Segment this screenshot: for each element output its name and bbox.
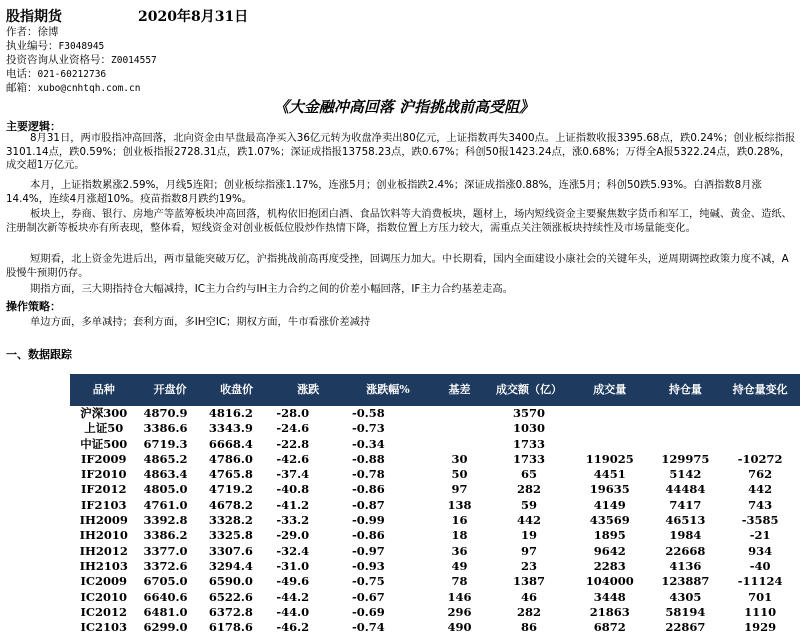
cell-change: -40.8 — [276, 482, 310, 497]
cell-oi-change: -21 — [749, 528, 771, 543]
email-address[interactable]: xubo@cnhtqh.com.cn — [37, 83, 141, 94]
cell-close: 4816.2 — [208, 406, 253, 420]
cell-volume: 2283 — [593, 558, 626, 573]
cell-open-interest: 46513 — [665, 513, 706, 528]
strategy-text: 单边方面，多单减持；套利方面，多IH空IC；期权方面，牛市看涨价差减持 — [30, 316, 371, 328]
table-row — [70, 574, 800, 589]
cell-turnover: 282 — [517, 604, 542, 619]
cell-open: 4865.2 — [143, 451, 188, 466]
cell-open: 3386.6 — [143, 421, 188, 436]
header-basis: 基差 — [430, 374, 489, 406]
cell-basis: 49 — [451, 558, 468, 573]
cell-volume: 119025 — [585, 451, 634, 466]
cell-change-pct: -0.88 — [352, 451, 385, 466]
cell-oi-change — [720, 421, 800, 436]
cell-turnover: 19 — [521, 528, 538, 543]
cell-close: 3343.9 — [208, 421, 253, 436]
cell-turnover: 442 — [517, 513, 542, 528]
cell-oi-change: 701 — [748, 589, 773, 604]
table-row — [70, 544, 800, 559]
cell-open-interest: 22867 — [665, 620, 706, 635]
cell-change: -28.0 — [276, 406, 310, 420]
table-header-row — [70, 374, 800, 406]
table-row — [70, 437, 800, 452]
cell-oi-change: -10272 — [737, 451, 783, 466]
cell-basis: 97 — [451, 482, 468, 497]
phone-label: 电话： — [6, 68, 38, 80]
cell-close: 4719.2 — [208, 482, 253, 497]
cell-open: 3386.2 — [143, 528, 188, 543]
cell-close: 6668.4 — [208, 436, 253, 451]
cell-change-pct: -0.78 — [352, 467, 385, 482]
table-row — [70, 528, 800, 543]
cell-change: -32.4 — [276, 543, 310, 558]
cell-volume: 43569 — [589, 513, 630, 528]
table-row — [70, 605, 800, 620]
futures-data-table — [70, 374, 800, 635]
cell-open: 6705.0 — [143, 574, 188, 589]
cell-change: -29.0 — [276, 528, 310, 543]
logic-heading: 主要逻辑： — [6, 120, 61, 133]
cell-change: -37.4 — [276, 467, 310, 482]
cell-variety: IC2009 — [80, 574, 127, 589]
header-close: 收盘价 — [203, 374, 270, 406]
data-section-title: 一、数据跟踪 — [6, 348, 72, 361]
cell-open-interest: 1984 — [669, 528, 702, 543]
cell-close: 3325.8 — [208, 528, 253, 543]
cell-change: -42.6 — [276, 451, 310, 466]
table-row — [70, 482, 800, 497]
cell-open: 4863.4 — [143, 467, 188, 482]
header-change: 涨跌 — [270, 374, 346, 406]
table-row — [70, 452, 800, 467]
cell-variety: IF2010 — [80, 467, 127, 482]
data-table-container — [70, 374, 800, 635]
cell-change: -41.2 — [276, 497, 310, 512]
cell-basis: 36 — [451, 543, 468, 558]
cell-change: -24.6 — [276, 421, 310, 436]
cell-volume: 104000 — [585, 574, 634, 589]
cell-turnover: 1387 — [513, 574, 546, 589]
cell-turnover: 3570 — [513, 406, 546, 420]
cell-open-interest: 129975 — [661, 451, 710, 466]
cell-oi-change: 1110 — [744, 604, 777, 619]
brand-title: 股指期货 — [6, 9, 62, 25]
cell-open: 6640.6 — [143, 589, 188, 604]
cell-variety: IF2103 — [80, 497, 127, 512]
cell-oi-change: 442 — [748, 482, 773, 497]
cell-volume — [569, 406, 651, 421]
cell-variety: IH2012 — [79, 543, 128, 558]
cell-oi-change: 743 — [748, 497, 773, 512]
cell-change: -31.0 — [276, 558, 310, 573]
cell-basis: 18 — [451, 528, 468, 543]
phone-line — [6, 67, 106, 82]
cell-close: 6372.8 — [208, 604, 253, 619]
cell-open: 4761.0 — [143, 497, 188, 512]
cell-variety: IF2009 — [80, 451, 127, 466]
cell-open-interest: 4305 — [669, 589, 702, 604]
cell-change-pct: -0.86 — [352, 528, 385, 543]
cell-open: 4805.0 — [143, 482, 188, 497]
cell-turnover: 1733 — [513, 451, 546, 466]
cell-basis — [430, 437, 489, 452]
header-change-pct: 涨跌幅% — [346, 374, 430, 406]
cell-volume: 4451 — [593, 467, 626, 482]
cell-change-pct: -0.93 — [352, 558, 385, 573]
cell-oi-change: 762 — [748, 467, 773, 482]
cell-volume: 21863 — [589, 604, 630, 619]
cell-change: -44.0 — [276, 604, 310, 619]
cell-open-interest — [651, 421, 721, 436]
table-body — [70, 406, 800, 635]
header-oi-change: 持仓量变化 — [720, 374, 800, 406]
email-line — [6, 81, 140, 96]
cell-variety: 沪深300 — [80, 406, 128, 420]
cell-open: 3392.8 — [143, 513, 188, 528]
cell-basis: 50 — [451, 467, 468, 482]
consult-number: Z0014557 — [111, 55, 157, 66]
cell-open-interest: 58194 — [665, 604, 706, 619]
cell-open: 4870.9 — [143, 406, 188, 420]
logic-paragraph-4: 短期看，北上资金先进后出，两市量能突破万亿，沪指挑战前高再度受挫，回调压力加大。中长期看，国内全面建设小康社会的关键年头，逆周期调控政策力度不减，A股慢牛预期仍存。 — [6, 253, 789, 279]
cell-volume: 19635 — [589, 482, 630, 497]
cell-change-pct: -0.67 — [352, 589, 385, 604]
cell-open-interest: 7417 — [669, 497, 702, 512]
cell-volume: 9642 — [593, 543, 626, 558]
cell-open-interest — [651, 437, 721, 452]
report-date: 2020年8月31日 — [138, 9, 249, 25]
cell-open: 6299.0 — [143, 620, 188, 635]
author-line: 作者：徐博 — [6, 26, 59, 38]
cell-basis: 296 — [447, 604, 472, 619]
table-row — [70, 421, 800, 436]
cell-volume: 6872 — [593, 620, 626, 635]
cell-oi-change: -40 — [749, 558, 771, 573]
cell-change-pct: -0.69 — [352, 604, 385, 619]
cell-open-interest: 44484 — [665, 482, 706, 497]
cell-open: 3377.0 — [143, 543, 188, 558]
cell-open-interest: 4136 — [669, 558, 702, 573]
header-volume: 成交量 — [569, 374, 651, 406]
cell-turnover: 23 — [521, 558, 538, 573]
cell-oi-change — [720, 437, 800, 452]
logic-paragraph-1: 8月31日，两市股指冲高回落，北向资金由早盘最高净买入36亿元转为收盘净卖出80亿元，上证指数再失3400点。上证指数收报3395.68点，跌0.24%；创业板综指报3101.14点，跌0.59%；创业板指报2728.31点，跌1.07%；深证成指报13758.23点，跌0.67%；科创50报1423.24点，涨0.68%；万得全A报5322.24点，跌0.28%，成交超1万亿元。 — [6, 132, 796, 171]
cell-close: 4678.2 — [208, 497, 253, 512]
cell-change: -44.2 — [276, 589, 310, 604]
logic-paragraph-3: 板块上，券商、银行、房地产等蓝筹板块冲高回落，机构依旧抱团白酒、食品饮料等大消费板块，题材上，场内短线资金主要聚焦数字货币和军工，纯碱、黄金、造纸、注册制次新等板块亦有所表现，整体看，短线资金对创业板低位股炒作热情下降，指数位置上方压力较大，需重点关注领涨板块持续性及市场量能变化。 — [6, 208, 792, 234]
license-number: F3048945 — [58, 41, 105, 52]
table-row — [70, 620, 800, 635]
cell-turnover: 1030 — [513, 421, 546, 436]
cell-basis: 138 — [447, 497, 472, 512]
cell-variety: IC2103 — [80, 620, 127, 635]
cell-close: 6178.6 — [208, 620, 253, 635]
cell-variety: IF2012 — [80, 482, 127, 497]
cell-close: 6522.6 — [208, 589, 253, 604]
cell-oi-change: 1929 — [744, 620, 777, 635]
table-row — [70, 406, 800, 421]
cell-basis — [430, 406, 489, 421]
cell-close: 4765.8 — [208, 467, 253, 482]
header-open-interest: 持仓量 — [651, 374, 721, 406]
cell-variety: IC2010 — [80, 589, 127, 604]
cell-change-pct: -0.74 — [352, 620, 385, 635]
cell-open-interest: 22668 — [665, 543, 706, 558]
cell-change: -22.8 — [276, 436, 310, 451]
report-title: 《大金融冲高回落 沪指挑战前高受阻》 — [273, 98, 535, 116]
cell-volume — [569, 437, 651, 452]
table-row — [70, 513, 800, 528]
cell-variety: IC2012 — [80, 604, 127, 619]
cell-close: 6590.0 — [208, 574, 253, 589]
cell-change-pct: -0.87 — [352, 497, 385, 512]
cell-variety: IH2010 — [79, 528, 128, 543]
cell-open: 6719.3 — [143, 436, 188, 451]
cell-basis: 16 — [451, 513, 468, 528]
cell-close: 3294.4 — [208, 558, 253, 573]
cell-open: 3372.6 — [143, 558, 188, 573]
cell-basis: 30 — [451, 451, 468, 466]
cell-change-pct: -0.75 — [352, 574, 385, 589]
cell-turnover: 46 — [521, 589, 538, 604]
cell-close: 3328.2 — [208, 513, 253, 528]
cell-change-pct: -0.73 — [352, 421, 385, 436]
license-line — [6, 39, 104, 54]
cell-basis: 146 — [447, 589, 472, 604]
cell-turnover: 65 — [521, 467, 538, 482]
table-row — [70, 559, 800, 574]
logic-paragraph-5: 期指方面，三大期指持仓大幅减持，IC主力合约与IH主力合约之间的价差小幅回落，IF主力合约基差走高。 — [30, 283, 514, 295]
cell-turnover: 59 — [521, 497, 538, 512]
cell-basis: 78 — [451, 574, 468, 589]
cell-volume: 4149 — [593, 497, 626, 512]
cell-oi-change: 934 — [748, 543, 773, 558]
cell-variety: 中证500 — [80, 436, 128, 451]
cell-oi-change — [720, 406, 800, 421]
header-open: 开盘价 — [137, 374, 202, 406]
consult-line — [6, 53, 157, 68]
cell-change-pct: -0.99 — [352, 513, 385, 528]
cell-change-pct: -0.58 — [352, 406, 385, 420]
strategy-heading: 操作策略： — [6, 300, 61, 313]
cell-change: -49.6 — [276, 574, 310, 589]
logic-paragraph-2: 本月，上证指数累涨2.59%，月线5连阳；创业板综指涨1.17%，连涨5月；创业板指跌2.4%；深证成指涨0.88%，连涨5月；科创50跌5.93%。白酒指数8月涨14.4%，连续4月涨超10%。疫苗指数8月跌约19%。 — [6, 179, 762, 205]
cell-turnover: 86 — [521, 620, 538, 635]
cell-turnover: 1733 — [513, 436, 546, 451]
consult-label: 投资咨询从业资格号： — [6, 54, 111, 66]
cell-variety: 上证50 — [84, 421, 124, 436]
cell-volume: 3448 — [593, 589, 626, 604]
header-variety: 品种 — [70, 374, 137, 406]
cell-change-pct: -0.97 — [352, 543, 385, 558]
license-label: 执业编号： — [6, 40, 59, 52]
cell-change: -46.2 — [276, 620, 310, 635]
cell-open-interest: 123887 — [661, 574, 710, 589]
cell-open-interest: 5142 — [669, 467, 702, 482]
cell-change: -33.2 — [276, 513, 310, 528]
email-label: 邮箱： — [6, 82, 38, 94]
cell-oi-change: -3585 — [741, 513, 779, 528]
table-row — [70, 590, 800, 605]
cell-open-interest — [651, 406, 721, 421]
cell-close: 3307.6 — [208, 543, 253, 558]
cell-turnover: 282 — [517, 482, 542, 497]
cell-close: 4786.0 — [208, 451, 253, 466]
cell-variety: IH2103 — [79, 558, 128, 573]
cell-variety: IH2009 — [79, 513, 128, 528]
table-row — [70, 467, 800, 482]
cell-basis — [430, 421, 489, 436]
cell-open: 6481.0 — [143, 604, 188, 619]
cell-change-pct: -0.34 — [352, 436, 385, 451]
cell-oi-change: -11124 — [737, 574, 783, 589]
cell-volume: 1895 — [593, 528, 626, 543]
table-row — [70, 498, 800, 513]
phone-number: 021-60212736 — [37, 69, 107, 80]
cell-volume — [569, 421, 651, 436]
cell-change-pct: -0.86 — [352, 482, 385, 497]
header-turnover: 成交额（亿） — [489, 374, 569, 406]
cell-turnover: 97 — [521, 543, 538, 558]
cell-basis: 490 — [447, 620, 472, 635]
